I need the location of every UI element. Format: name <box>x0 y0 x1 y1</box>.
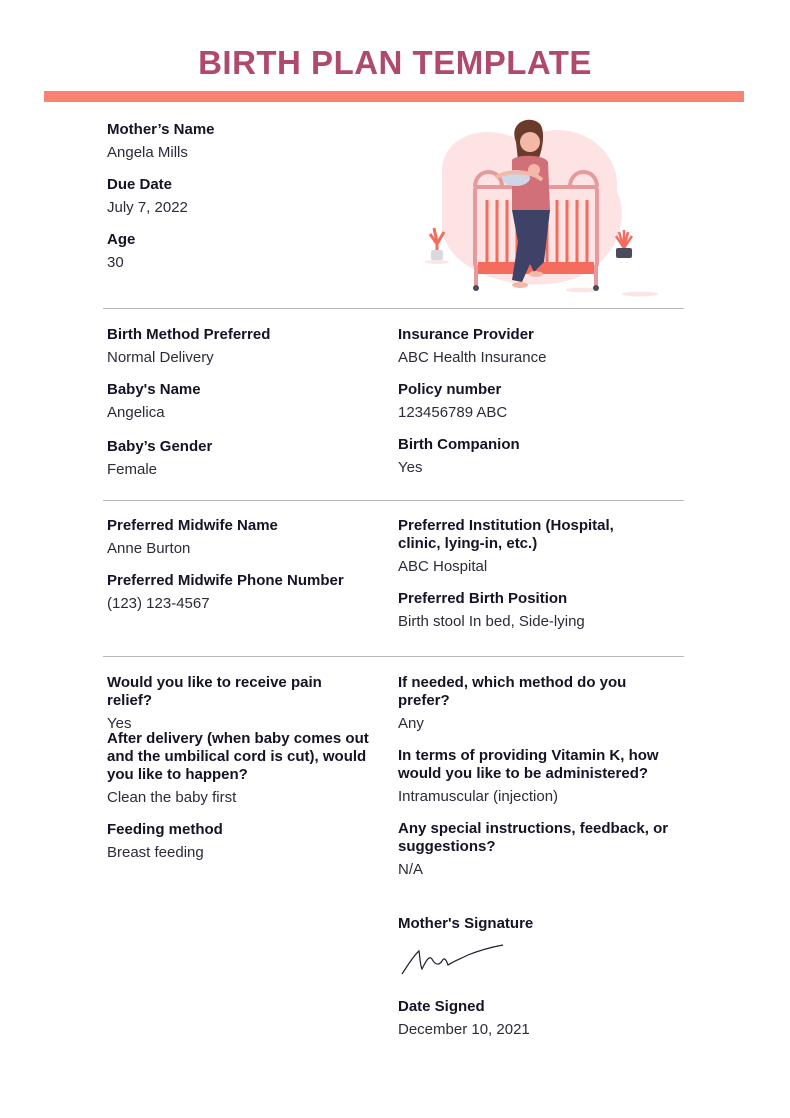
birth-companion-label: Birth Companion <box>398 436 520 453</box>
policy-field <box>398 381 678 422</box>
due-date-label: Due Date <box>107 176 173 193</box>
title-accent-bar <box>44 91 744 102</box>
special-instructions-value: N/A <box>398 861 424 878</box>
date-signed-label: Date Signed <box>398 998 485 1015</box>
vitamin-k-label: In terms of providing Vitamin K, how would you like to be administered? <box>398 747 659 782</box>
section-divider-2 <box>103 500 684 501</box>
institution-field <box>398 517 660 576</box>
birth-companion-value: Yes <box>398 459 423 476</box>
vitamin-k-field <box>398 747 660 805</box>
after-delivery-value: Clean the baby first <box>107 789 237 806</box>
feeding-method-label: Feeding method <box>107 821 223 838</box>
due-date-value: July 7, 2022 <box>107 199 188 216</box>
baby-gender-field <box>107 438 387 479</box>
birth-method-field <box>107 326 387 367</box>
birth-position-field <box>398 590 678 631</box>
section-divider-3 <box>103 656 684 657</box>
baby-gender-value: Female <box>107 461 158 478</box>
baby-gender-label: Baby’s Gender <box>107 438 213 455</box>
insurance-label: Insurance Provider <box>398 326 534 343</box>
institution-value: ABC Hospital <box>398 558 488 575</box>
method-preference-label: If needed, which method do you prefer? <box>398 674 627 709</box>
method-preference-field <box>398 674 660 733</box>
mother-signature-field <box>398 915 678 933</box>
signature-scribble <box>398 943 508 984</box>
mother-signature-label: Mother's Signature <box>398 915 534 932</box>
insurance-field <box>398 326 678 367</box>
pain-relief-label: Would you like to receive pain relief? <box>107 674 322 709</box>
birth-method-label: Birth Method Preferred <box>107 326 271 343</box>
feeding-method-field <box>107 821 387 862</box>
midwife-phone-field <box>107 572 387 613</box>
date-signed-value: December 10, 2021 <box>398 1021 530 1038</box>
special-instructions-field <box>398 820 678 879</box>
birth-companion-field <box>398 436 678 477</box>
feeding-method-value: Breast feeding <box>107 844 204 861</box>
age-value: 30 <box>107 254 124 271</box>
vitamin-k-value: Intramuscular (injection) <box>398 788 559 805</box>
age-field <box>107 231 387 272</box>
age-label: Age <box>107 231 136 248</box>
after-delivery-field <box>107 730 377 807</box>
pain-relief-field <box>107 674 367 732</box>
mother-name-value: Angela Mills <box>107 144 188 161</box>
method-preference-value: Any <box>398 715 424 732</box>
due-date-field <box>107 176 387 217</box>
birth-position-value: Birth stool In bed, Side-lying <box>398 613 585 630</box>
pain-relief-value: Yes <box>107 715 132 732</box>
date-signed-field <box>398 998 678 1039</box>
midwife-phone-value: (123) 123-4567 <box>107 595 210 612</box>
mother-name-field <box>107 121 387 162</box>
baby-name-value: Angelica <box>107 404 165 421</box>
midwife-name-field <box>107 517 387 558</box>
institution-label: Preferred Institution (Hospital, clinic, lying-in, etc.) <box>398 517 614 552</box>
section-divider-1 <box>103 308 684 309</box>
birth-position-label: Preferred Birth Position <box>398 590 568 607</box>
after-delivery-label: After delivery (when baby comes out and the umbilical cord is cut), would you like to happen? <box>107 730 369 783</box>
page-title: BIRTH PLAN TEMPLATE <box>198 44 592 81</box>
mother-crib-illustration <box>412 112 672 307</box>
midwife-name-label: Preferred Midwife Name <box>107 517 278 534</box>
mother-name-label: Mother’s Name <box>107 121 215 138</box>
baby-name-field <box>107 381 387 422</box>
baby-name-label: Baby's Name <box>107 381 201 398</box>
policy-label: Policy number <box>398 381 502 398</box>
midwife-phone-label: Preferred Midwife Phone Number <box>107 572 344 589</box>
insurance-value: ABC Health Insurance <box>398 349 547 366</box>
special-instructions-label: Any special instructions, feedback, or suggestions? <box>398 820 669 855</box>
birth-method-value: Normal Delivery <box>107 349 214 366</box>
midwife-name-value: Anne Burton <box>107 540 191 557</box>
policy-value: 123456789 ABC <box>398 404 508 421</box>
